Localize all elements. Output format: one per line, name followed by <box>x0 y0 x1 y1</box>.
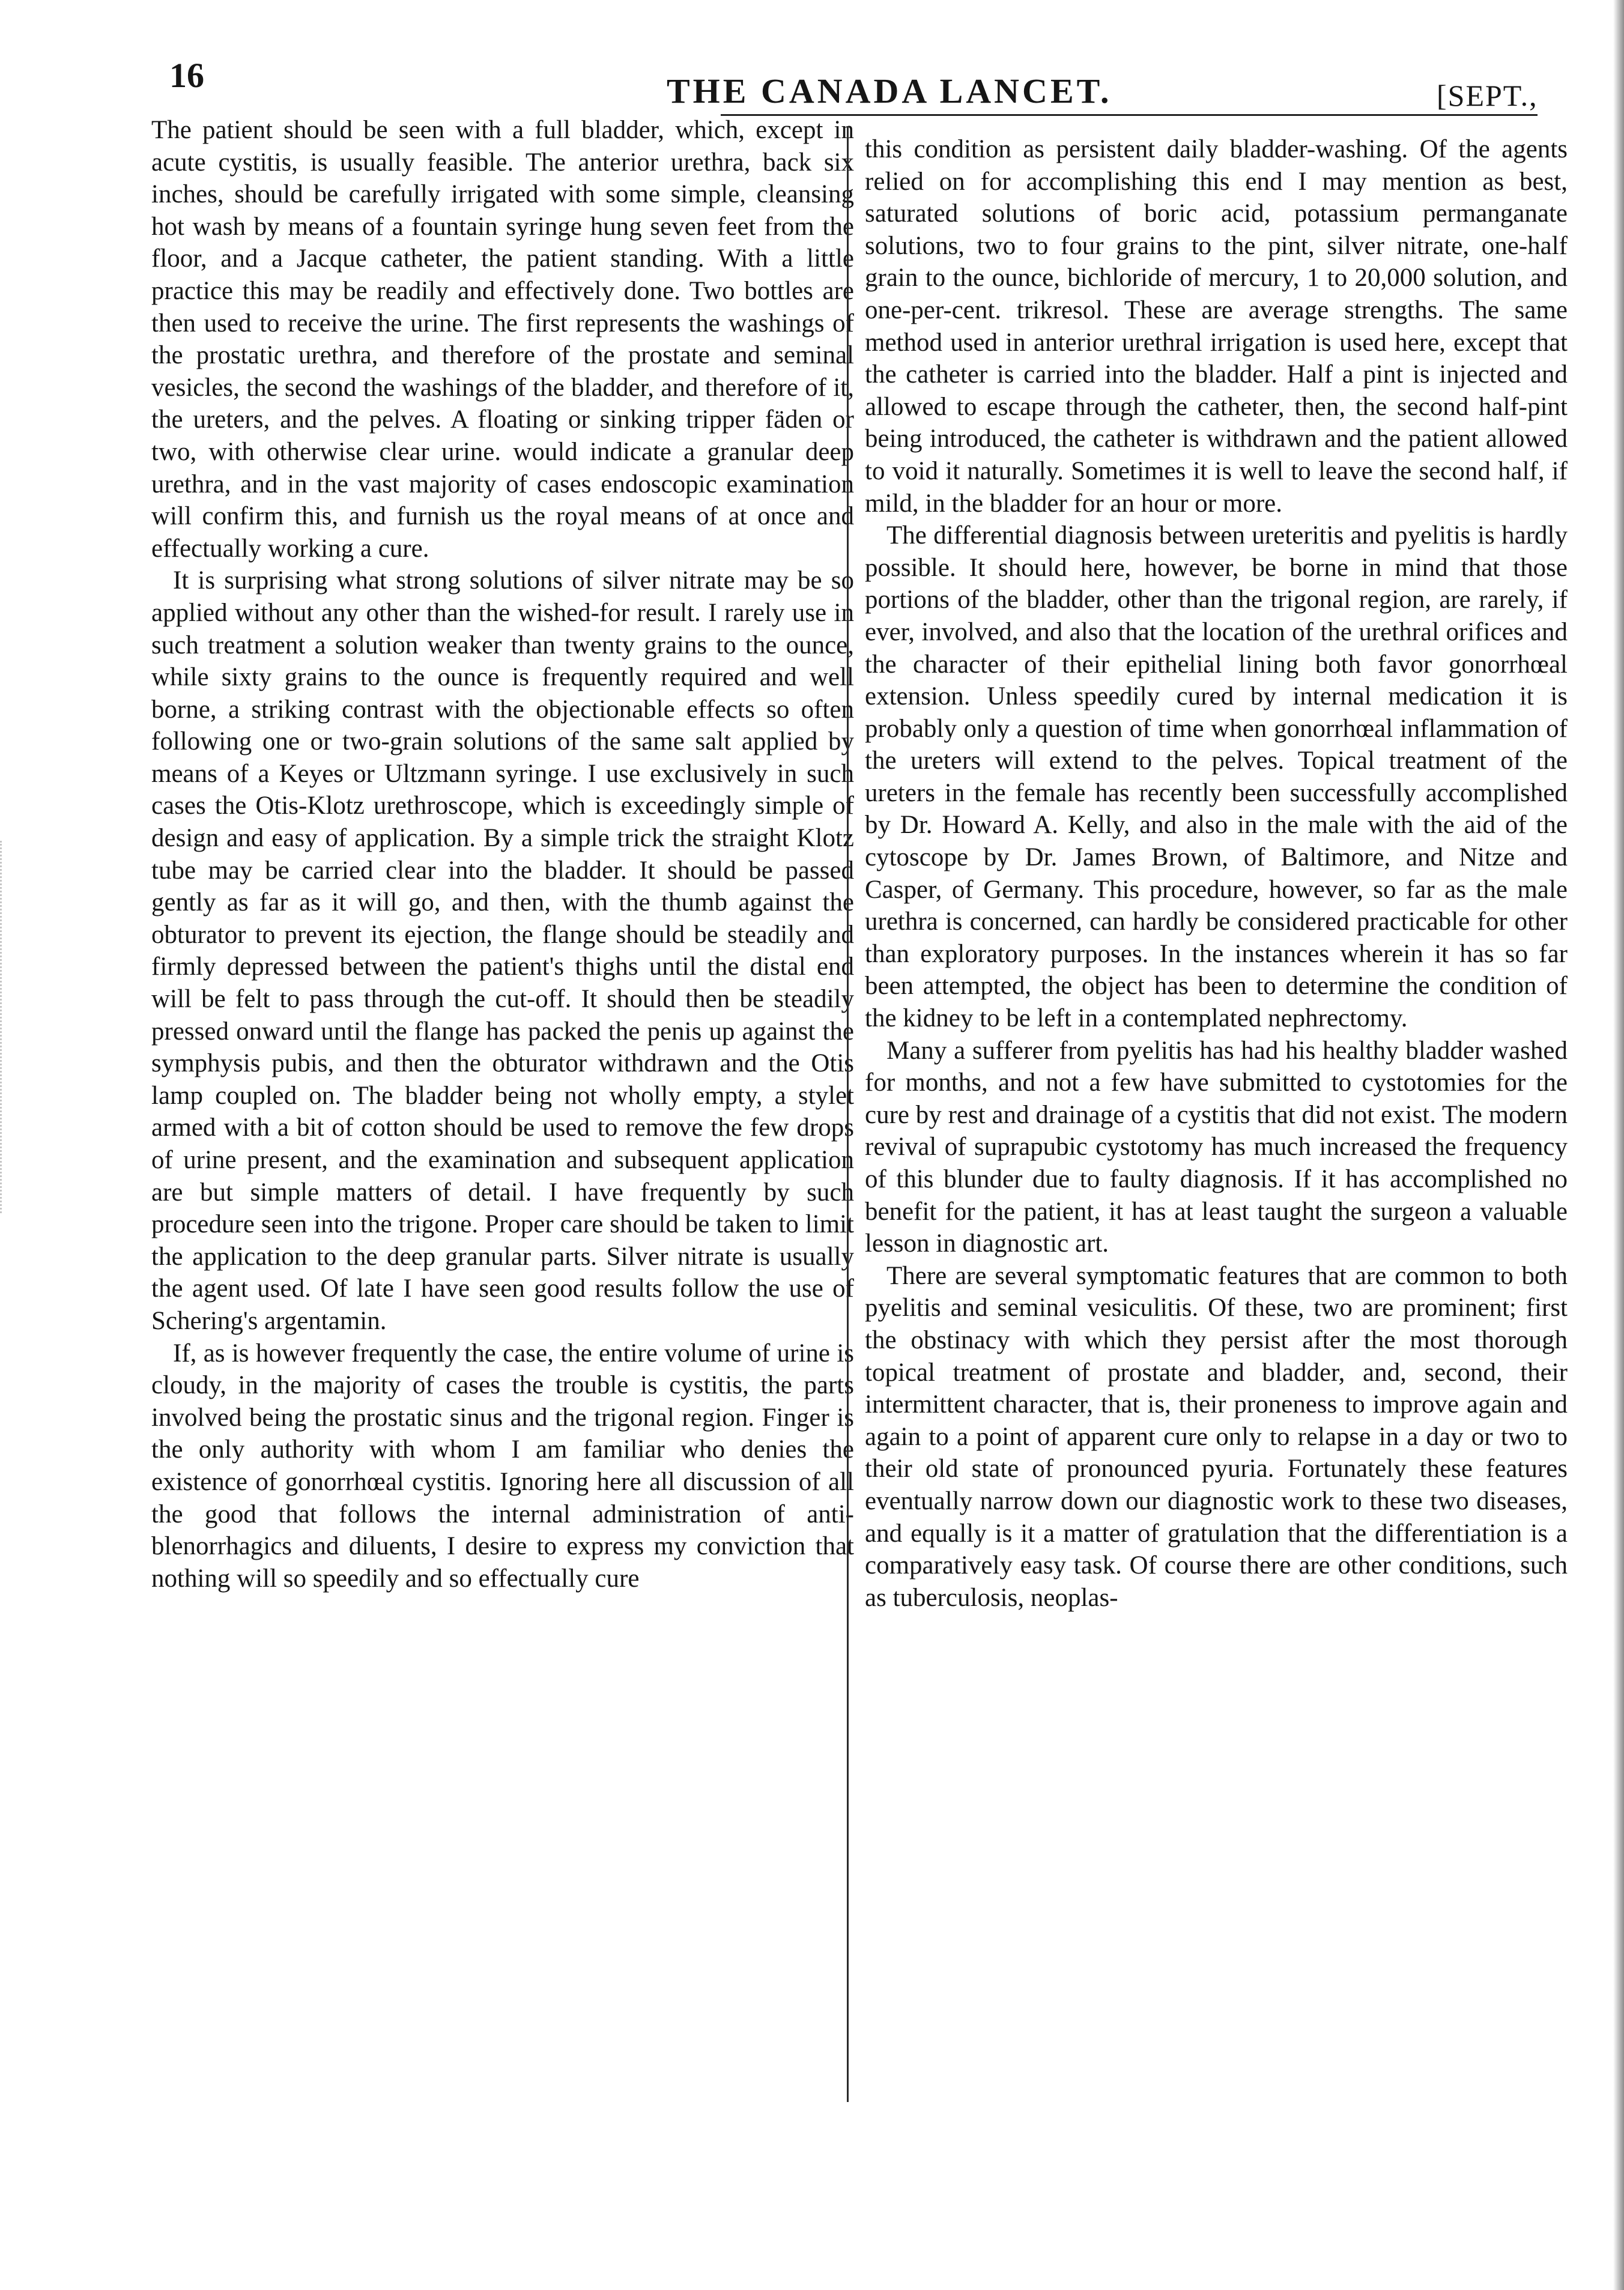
journal-title: THE CANADA LANCET. <box>667 71 1112 111</box>
issue-month: [SEPT., <box>1437 79 1538 112</box>
right-paragraph-2: The differential diagnosis between ureteritis and pyelitis is hardly possible. It should here, however, be borne in mind that those portions of the bladder, other than the trigonal region, are rarely, if ever, involved, and also that the location of the urethral orifices and the character of their epithelial lining both favor gonorrhœal extension. Unless speedily cured by internal medication it is probably only a question of time when gonorrhœal inflammation of the ureters will extend to the pelves. Topical treatment of the ureters in the female has recently been successfully accomplished by Dr. Howard A. Kelly, and also in the male with the aid of the cytoscope by Dr. James Brown, of Baltimore, and Nitze and Casper, of Germany. This procedure, however, so far as the male urethra is concerned, can hardly be considered practicable for other than exploratory purposes. In the instances wherein it has so far been attempted, the object has been to determine the condition of the kidney to be left in a contemplated nephrectomy. <box>865 521 1568 1033</box>
right-paragraph-1: this condition as persistent daily bladder-washing. Of the agents relied on for accomplishing this end I may mention as best, saturated solutions of boric acid, potassium permanganate solutions, two to four grains to the pint, silver nitrate, one-half grain to the ounce, bichloride of mercury, 1 to 20,000 solution, and one-per-cent. trikresol. These are average strengths. The same method used in anterior urethral irrigation is used here, except that the catheter is carried into the bladder. Half a pint is injected and allowed to escape through the catheter, then, the second half-pint being introduced, the catheter is withdrawn and the patient allowed to void it naturally. Sometimes it is well to leave the second half, if mild, in the bladder for an hour or more. <box>865 135 1568 518</box>
right-column <box>865 133 1568 1614</box>
left-paragraph-2: It is surprising what strong solutions of silver nitrate may be so applied without any other than the wished-for result. I rarely use in such treatment a solution weaker than twenty grains to the ounce, while sixty grains to the ounce is frequently required and well borne, a striking contrast with the objectionable effects so often following one or two-grain solutions of the same salt applied by means of a Keyes or Ultzmann syringe. I use exclusively in such cases the Otis-Klotz urethroscope, which is exceedingly simple of design and easy of application. By a simple trick the straight Klotz tube may be carried clear into the bladder. It should be passed gently as far as it will go, and then, with the thumb against the obturator to prevent its ejection, the flange should be steadily and firmly depressed between the patient's thighs until the distal end will be felt to pass through the cut-off. It should then be steadily pressed onward until the flange has packed the penis up against the symphysis pubis, and then the obturator withdrawn and the Otis lamp coupled on. The bladder being not wholly empty, a stylet armed with a bit of cotton should be used to remove the few drops of urine present, and the examination and subsequent application are but simple matters of detail. I have frequently by such procedure seen into the trigone. Proper care should be taken to limit the application to the deep granular parts. Silver nitrate is usually the agent used. Of late I have seen good results follow the use of Schering's argentamin. <box>151 566 854 1335</box>
page-header <box>162 55 1544 121</box>
right-paragraph-3: Many a sufferer from pyelitis has had his healthy bladder washed for months, and not a few have submitted to cystotomies for the cure by rest and drainage of a cystitis that did not exist. The modern revival of suprapubic cystotomy has much increased the frequency of this blunder due to faulty diagnosis. If it has accomplished no benefit for the patient, it has at least taught the surgeon a valuable lesson in diagnostic art. <box>865 1036 1568 1258</box>
scan-margin-specks <box>0 841 17 1213</box>
left-paragraph-1: The patient should be seen with a full bladder, which, except in acute cystitis, is usually feasible. The anterior urethra, back six inches, should be carefully irrigated with some simple, cleansing hot wash by means of a fountain syringe hung seven feet from the floor, and a Jacque catheter, the patient standing. With a little practice this may be readily and effectively done. Two bottles are then used to receive the urine. The first represents the washings of the prostatic urethra, and therefore of the prostate and seminal vesicles, the second the washings of the bladder, and therefore of it, the ureters, and the pelves. A floating or sinking tripper fäden or two, with otherwise clear urine. would indicate a granular deep urethra, and in the vast majority of cases endoscopic examination will confirm this, and furnish us the royal means of at once and effectually working a cure. <box>151 116 854 563</box>
right-paragraph-4: There are several symptomatic features that are common to both pyelitis and seminal vesiculitis. Of these, two are prominent; first the obstinacy with which they persist after the most thorough topical treatment of prostate and bladder, and, second, their intermittent character, that is, their proneness to improve again and again to a point of apparent cure only to relapse in a day or two to their old state of pronounced pyuria. Fortunately these features eventually narrow down our diagnostic work to these two diseases, and equally is it a matter of gratulation that the differentiation is a comparatively easy task. Of course there are other conditions, such as tuberculosis, neoplas- <box>865 1261 1568 1612</box>
scan-right-edge <box>1613 0 1624 2290</box>
left-paragraph-3: If, as is however frequently the case, the entire volume of urine is cloudy, in the majority of cases the trouble is cystitis, the parts involved being the prostatic sinus and the trigonal region. Finger is the only authority with whom I am familiar who denies the existence of gonorrhœal cystitis. Ignoring here all discussion of all the good that follows the internal administration of anti-blenorrhagics and diluents, I desire to express my conviction that nothing will so speedily and so effectually cure <box>151 1339 854 1593</box>
left-column <box>151 114 854 1595</box>
page-number: 16 <box>169 56 204 95</box>
column-divider <box>847 126 849 2102</box>
